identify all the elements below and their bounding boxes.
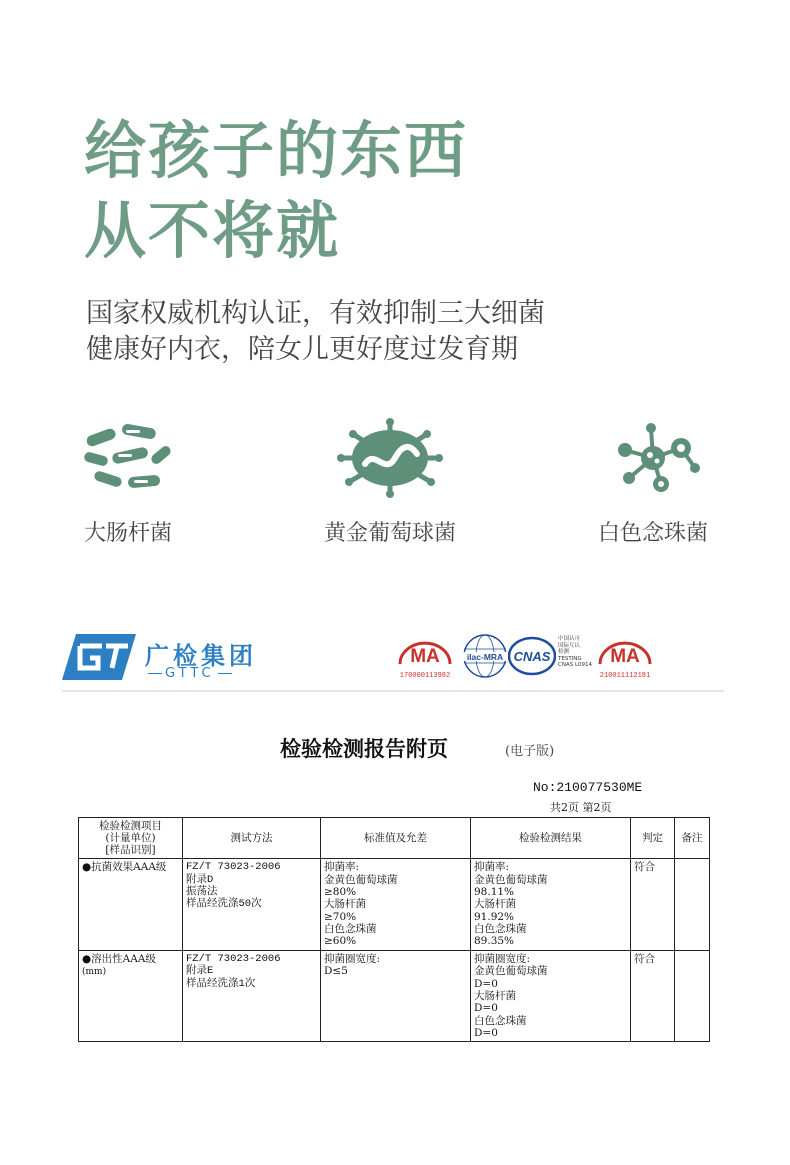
header-method: 测试方法 bbox=[183, 818, 321, 859]
molecule-icon bbox=[605, 422, 701, 494]
cma-2-code: 210011112181 bbox=[599, 672, 651, 680]
subtitle-line-2: 健康好内衣，陪女儿更好度过发育期 bbox=[86, 334, 518, 365]
row-item-unit: (mm) bbox=[82, 967, 107, 978]
cnas-caption bbox=[558, 636, 594, 669]
cma-mark-2 bbox=[596, 640, 654, 680]
ilac-mark bbox=[462, 633, 508, 679]
table-header-row bbox=[79, 818, 710, 859]
cnas-caption-3: 检测 bbox=[558, 649, 570, 656]
header-remark: 备注 bbox=[675, 818, 710, 859]
row-item: ● 抗菌效果AAA级 bbox=[82, 861, 166, 873]
row-item-cell bbox=[79, 950, 183, 1042]
report-pages: 共2页 第2页 bbox=[550, 801, 612, 814]
cma-1-code: 170000113982 bbox=[399, 672, 451, 680]
cma-logo-icon bbox=[396, 640, 454, 668]
header-item: 检验检测项目 (计量单位) [样品识别] bbox=[79, 818, 183, 859]
bacteria-label-staph: 黄金葡萄球菌 bbox=[323, 521, 456, 546]
bacteria-label-candida: 白色念珠菌 bbox=[597, 521, 708, 546]
report-number: No:210077530ME bbox=[533, 780, 643, 795]
row-remark bbox=[675, 859, 710, 951]
cnas-caption-1: 中国认可 bbox=[558, 636, 581, 642]
cma-1-text: MA bbox=[410, 646, 440, 667]
brand-name-en: GTTC bbox=[145, 666, 235, 681]
row-method: FZ/T 73023-2006 附录E 样品经洗涤1次 bbox=[183, 950, 321, 1042]
row-result: 抑菌率: 金黄色葡萄球菌 98.11% 大肠杆菌 91.92% 白色念珠菌 89.35% bbox=[471, 859, 631, 951]
row-method: FZ/T 73023-2006 附录D 振荡法 样品经洗涤50次 bbox=[183, 859, 321, 951]
cnas-logo-icon bbox=[508, 636, 556, 676]
table-row bbox=[79, 950, 710, 1042]
report-edition: (电子版) bbox=[505, 744, 555, 759]
cnas-text: CNAS bbox=[513, 649, 551, 664]
headline-line-2: 从不将就 bbox=[84, 194, 341, 267]
cnas-mark bbox=[508, 636, 556, 676]
gttc-logo-icon bbox=[62, 634, 136, 680]
row-verdict: 符合 bbox=[631, 859, 675, 951]
row-item: ● 溶出性AAA级 bbox=[82, 953, 156, 965]
row-result: 抑菌圈宽度: 金黄色葡萄球菌 D=0 大肠杆菌 D=0 白色念珠菌 D=0 bbox=[471, 950, 631, 1042]
rod-bacteria-icon bbox=[80, 420, 176, 496]
cma-mark-1 bbox=[396, 640, 454, 680]
row-verdict: 符合 bbox=[631, 950, 675, 1042]
row-remark bbox=[675, 950, 710, 1042]
cma-logo-icon-2 bbox=[596, 640, 654, 668]
report-table bbox=[78, 817, 710, 1042]
row-standard: 抑菌圈宽度: D≤5 bbox=[321, 950, 471, 1042]
header-verdict: 判定 bbox=[631, 818, 675, 859]
ilac-text: ilac-MRA bbox=[466, 652, 504, 662]
header-standard: 标准值及允差 bbox=[321, 818, 471, 859]
subtitle-line-1: 国家权威机构认证，有效抑制三大细菌 bbox=[86, 298, 545, 329]
header-result: 检验检测结果 bbox=[471, 818, 631, 859]
brand-name-cn: 广检集团 bbox=[145, 642, 257, 670]
row-standard: 抑菌率: 金黄色葡萄球菌 ≥80% 大肠杆菌 ≥70% 白色念珠菌 ≥60% bbox=[321, 859, 471, 951]
table-row bbox=[79, 859, 710, 951]
cma-2-text: MA bbox=[610, 646, 640, 667]
headline-line-1: 给孩子的东西 bbox=[84, 114, 469, 187]
ilac-globe-icon bbox=[462, 633, 508, 679]
bacteria-label-ecoli: 大肠杆菌 bbox=[83, 521, 172, 546]
row-item-cell bbox=[79, 859, 183, 951]
divider-line bbox=[62, 690, 724, 692]
virus-icon bbox=[335, 418, 445, 498]
cnas-caption-2: 国际互认 bbox=[558, 642, 581, 649]
cnas-code: CNAS L0914 bbox=[558, 662, 593, 669]
report-title: 检验检测报告附页 bbox=[280, 736, 448, 761]
cnas-testing: TESTING bbox=[558, 655, 582, 662]
